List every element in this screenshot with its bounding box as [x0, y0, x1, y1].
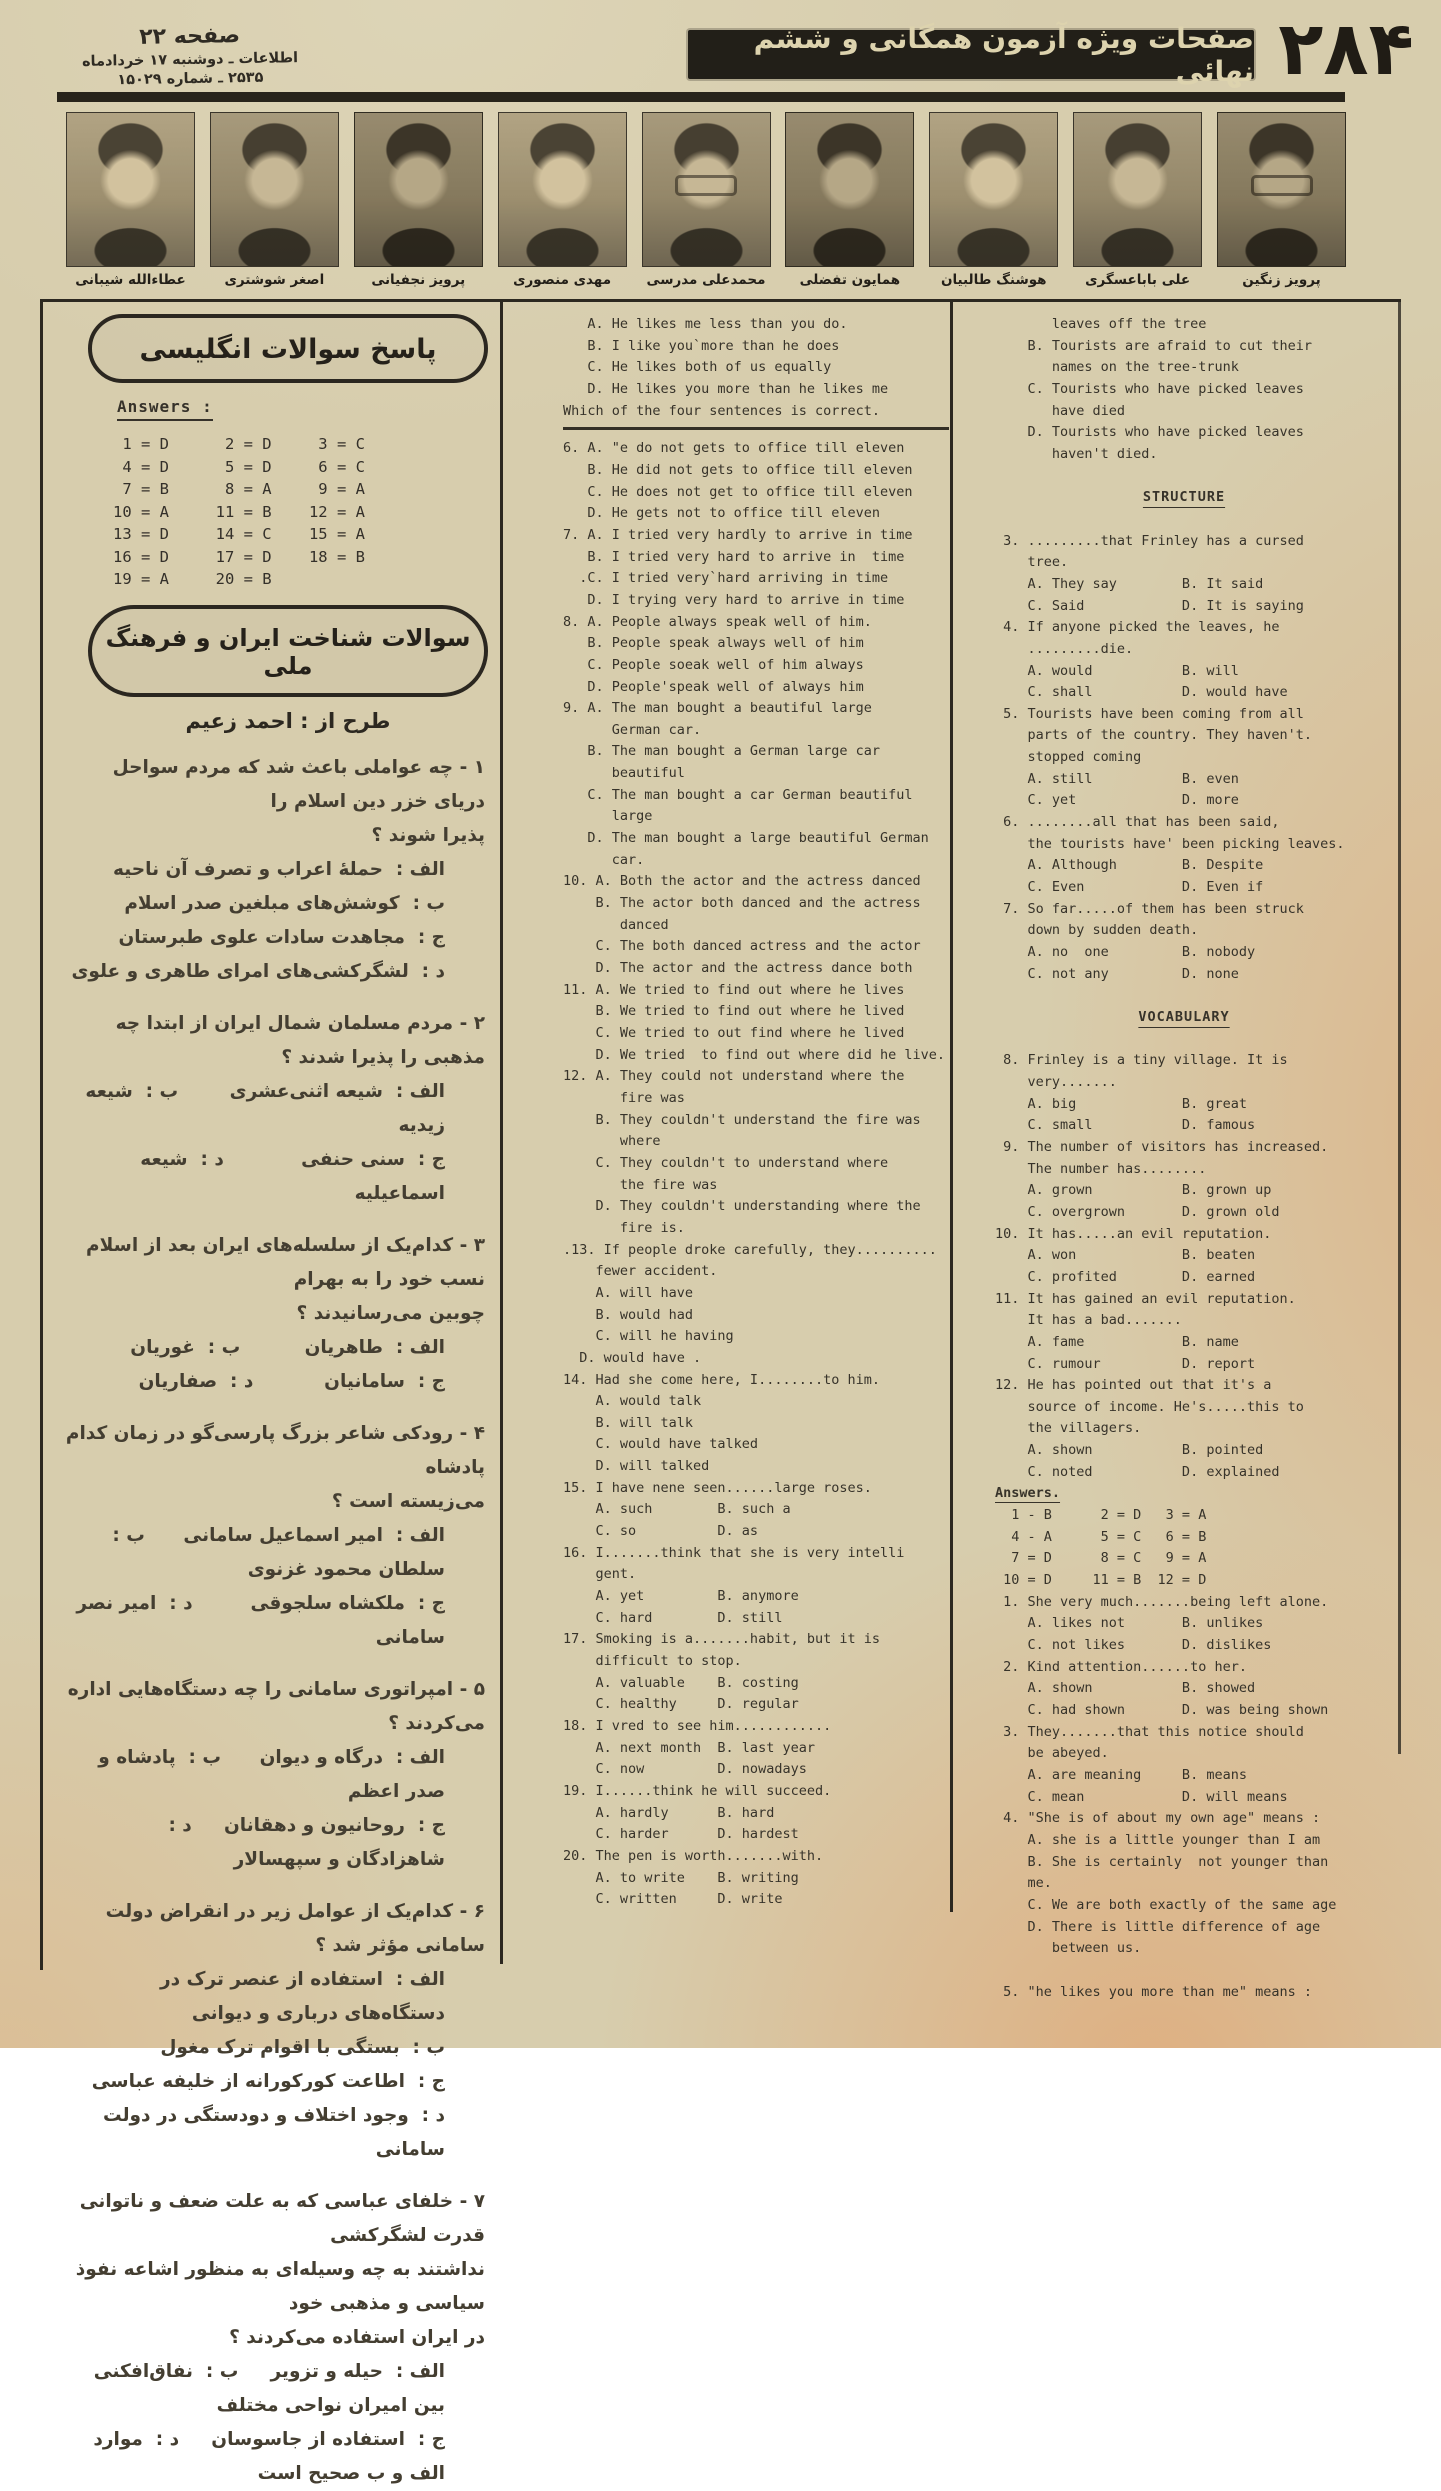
typewriter-line: me. [995, 1875, 1052, 1892]
typewriter-line: very....... [995, 1073, 1117, 1090]
handwritten-line: ب : بستگی با اقوام ترک مغول [160, 2036, 445, 2058]
portrait-photo [498, 112, 627, 267]
typewriter-line: 3. They.......that this notice should [995, 1723, 1304, 1740]
handwritten-line: ج : استفاده از جاسوسان د : موارد الف و ب صحیح است [86, 2428, 445, 2484]
typewriter-line: C. Said D. It is saying [995, 597, 1304, 614]
typewriter-line: 12. He has pointed out that it's a [995, 1377, 1272, 1394]
portrait-name: محمدعلی مدرسی [646, 272, 766, 288]
typewriter-line: 16. I.......think that she is very intelli [563, 1544, 905, 1561]
typewriter-line: 17. Smoking is a.......habit, but it is [563, 1631, 880, 1648]
typewriter-line: where [563, 1133, 661, 1150]
handwritten-line: د : لشگرکشی‌های امرای طاهری و علوی [71, 960, 445, 982]
typewriter-line: A. won B. beaten [995, 1247, 1256, 1264]
handwritten-line: الف : درگاه و دیوان ب : پادشاه و صدر اعظم [91, 1746, 445, 1802]
typewriter-line: names on the tree-trunk [995, 359, 1239, 376]
answers-column [55, 314, 495, 2491]
typewriter-line: 3. .........that Frinley has a cursed [995, 532, 1304, 549]
iran-culture-box-title: سوالات شناخت ایران و فرهنگ ملی [88, 605, 488, 697]
typewriter-line: C. not likes D. dislikes [995, 1637, 1272, 1654]
typewriter-line: B. I like you`more than he does [563, 337, 840, 354]
portrait-photo [210, 112, 339, 267]
handwritten-line: ج : روحانیون و دهقانان د : شاهزادگان و سپهسالار [155, 1814, 445, 1870]
typewriter-line: 7 = D 8 = C 9 = A [995, 1550, 1207, 1567]
portrait-item [354, 112, 483, 288]
typewriter-line: A. valuable B. costing [563, 1674, 799, 1691]
typewriter-line: C. Even D. Even if [995, 879, 1264, 896]
typewriter-line: 7. A. I tried very hardly to arrive in time [563, 526, 913, 543]
typewriter-line: D. People'speak well of always him [563, 678, 864, 695]
portrait-photo [785, 112, 914, 267]
typewriter-line: danced [563, 916, 669, 933]
typewriter-line: C. overgrown D. grown old [995, 1203, 1280, 1220]
typewriter-line: beautiful [563, 765, 685, 782]
typewriter-line: C. had shown D. was being shown [995, 1702, 1329, 1718]
typewriter-line: A. likes not B. unlikes [995, 1615, 1264, 1632]
typewriter-line: VOCABULARY [1138, 1009, 1230, 1025]
answer-key-row: 19 = A 20 = B [113, 570, 272, 588]
handwritten-line: ۶ - کدام‌یک از عوامل زیر در انقراض دولت سامانی مؤثر شد ؟ [99, 1900, 485, 1956]
typewriter-line: A. grown B. grown up [995, 1182, 1272, 1199]
typewriter-line: 10. It has.....an evil reputation. [995, 1225, 1272, 1242]
handwritten-line: می‌زیسته است ؟ [331, 1490, 485, 1512]
portrait-item [210, 112, 339, 288]
typewriter-line: C. Tourists who have picked leaves [995, 380, 1304, 397]
typewriter-line: A. are meaning B. means [995, 1766, 1247, 1783]
typewriter-line: haven't died. [995, 445, 1158, 462]
handwritten-line: ۵ - امپراتوری سامانی را چه دستگاه‌هایی اداره می‌کردند ؟ [61, 1678, 485, 1734]
masthead-page-label: صفحه ۲۲ [139, 23, 241, 50]
typewriter-line: D. He gets not to office till eleven [563, 505, 880, 522]
answer-key-row: 16 = D 17 = D 18 = B [113, 547, 365, 566]
typewriter-line: 12. A. They could not understand where the [563, 1068, 905, 1085]
typewriter-line: B. He did not gets to office till eleven [563, 461, 913, 478]
typewriter-line: 2. Kind attention......to her. [995, 1658, 1247, 1675]
typewriter-line: 14. Had she come here, I........to him. [563, 1371, 880, 1388]
portrait-name: همایون تفضلی [799, 272, 901, 288]
handwritten-line: الف : حملهٔ اعراب و تصرف آن ناحیه [113, 858, 445, 880]
typewriter-line: A. Although B. Despite [995, 857, 1264, 874]
portrait-name: هوشنگ طالبیان [940, 272, 1047, 288]
typewriter-line: C. hard D. still [563, 1609, 783, 1626]
handwritten-line: ج : سامانیان د : صفاریان [138, 1370, 445, 1392]
typewriter-line: A. next month B. last year [563, 1739, 815, 1756]
portrait-name: علی باباعسگری [1085, 272, 1191, 288]
typewriter-line: Answers. [995, 1485, 1061, 1502]
handwritten-line: ج : ملکشاه سلجوقی د : امیر نصر سامانی [69, 1592, 445, 1648]
portrait-photo [929, 112, 1058, 267]
portrait-item [1073, 112, 1202, 288]
typewriter-line: 9. A. The man bought a beautiful large [563, 700, 872, 717]
horizontal-rule [40, 299, 1401, 302]
typewriter-line: 6. ........all that has been said, [995, 814, 1280, 831]
typewriter-line: C. now D. nowadays [563, 1761, 807, 1778]
answer-key-row: 1 = D 2 = D 3 = C [113, 435, 365, 453]
typewriter-line: 20. The pen is worth.......with. [563, 1847, 824, 1864]
typewriter-line: A. They say B. It said [995, 575, 1264, 592]
typewriter-line: 15. I have nene seen......large roses. [563, 1479, 872, 1496]
column-divider-1 [500, 302, 503, 1964]
portrait-name: مهدی منصوری [513, 272, 612, 288]
typewriter-line: A. would B. will [995, 662, 1239, 679]
typewriter-line: D. They couldn't understanding where the [563, 1198, 921, 1215]
typewriter-line: stopped coming [995, 749, 1142, 766]
english-answer-key [113, 433, 495, 591]
typewriter-line: C. would have talked [563, 1436, 759, 1453]
section-banner: صفحات ویژه آزمون همگانی و ششم نهائی [688, 30, 1254, 79]
typewriter-line: D. will talked [563, 1458, 710, 1475]
answer-key-row: 10 = A 11 = B 12 = A [113, 502, 365, 521]
typewriter-line: 7. So far.....of them has been struck [995, 900, 1304, 917]
typewriter-line: 18. I vred to see him............ [563, 1718, 832, 1734]
handwritten-line: ۴ - رودکی شاعر بزرگ پارسی‌گو در زمان کدام پادشاه [59, 1422, 485, 1478]
handwritten-line: الف : طاهریان ب : غوریان [130, 1336, 445, 1358]
typewriter-line: 4. "She is of about my own age" means : [995, 1810, 1321, 1827]
masthead-date-line: اطلاعات ـ دوشنبه ۱۷ خردادماه [81, 50, 299, 70]
typewriter-line: C. healthy D. regular [563, 1696, 799, 1713]
typewriter-line: C. He does not get to office till eleven [563, 483, 913, 500]
byline: طرح از : احمد زعیم [185, 708, 391, 733]
typewriter-line: D. would have . [563, 1349, 702, 1366]
typewriter-line: D. He likes you more than he likes me [563, 380, 889, 397]
typewriter-line: A. yet B. anymore [563, 1588, 799, 1605]
typewriter-line: C. shall D. would have [995, 684, 1288, 701]
handwritten-line: الف : حیله و تزویر ب : نفاق‌افکنی بین امیران نواحی مختلف [87, 2360, 445, 2416]
typewriter-line: It has a bad....... [995, 1312, 1182, 1329]
typewriter-line: be abeyed. [995, 1745, 1109, 1762]
typewriter-line: B. The man bought a German large car [563, 743, 880, 760]
typewriter-line: 4 - A 5 = C 6 = B [995, 1528, 1207, 1545]
typewriter-line: C. written D. write [563, 1891, 783, 1908]
handwritten-line: ج : مجاهدت سادات علوی طبرستان [118, 926, 445, 948]
typewriter-line: B. We tried to find out where he lived [563, 1003, 905, 1020]
english-questions-column-right [995, 314, 1373, 2003]
typewriter-line: 10 = D 11 = B 12 = D [995, 1572, 1207, 1589]
typewriter-line: 10. A. Both the actor and the actress danced [563, 873, 921, 890]
typewriter-line: 8. A. People always speak well of him. [563, 613, 872, 630]
typewriter-line: C. so D. as [563, 1523, 759, 1540]
column-divider-2 [950, 302, 953, 1912]
typewriter-line: 11. A. We tried to find out where he lives [563, 981, 905, 998]
typewriter-line: D. The man bought a large beautiful German [563, 830, 929, 847]
typewriter-line: A. big B. great [995, 1095, 1247, 1112]
typewriter-line: D. The actor and the actress dance both [563, 960, 913, 977]
typewriter-line: 5. Tourists have been coming from all [995, 705, 1304, 722]
typewriter-line: B. would had [563, 1306, 694, 1323]
typewriter-line [995, 985, 1373, 1007]
typewriter-line: 11. It has gained an evil reputation. [995, 1290, 1296, 1307]
top-divider-bar [57, 92, 1345, 102]
typewriter-line: C. rumour D. report [995, 1355, 1256, 1372]
photo-strip [66, 112, 1346, 288]
typewriter-line: A. such B. such a [563, 1501, 791, 1518]
typewriter-line: STRUCTURE [1142, 489, 1226, 506]
typewriter-line: down by sudden death. [995, 922, 1199, 939]
handwritten-line: ب : کوشش‌های مبلغین صدر اسلام [124, 892, 445, 914]
typewriter-line: B. Tourists are afraid to cut their [995, 337, 1312, 354]
typewriter-line: C. will he having [563, 1328, 734, 1345]
masthead [37, 21, 342, 89]
handwritten-line: ج : سنی حنفی د : شیعه اسماعیلیه [133, 1148, 445, 1204]
typewriter-line: 1 - B 2 = D 3 = A [995, 1507, 1207, 1524]
typewriter-line: the fire was [563, 1176, 718, 1193]
typewriter-line [995, 466, 1373, 488]
typewriter-line: C. They couldn't to understand where [563, 1154, 889, 1171]
typewriter-line: C. We are both exactly of the same age [995, 1896, 1337, 1913]
typewriter-line: C. We tried to out find where he lived [563, 1025, 905, 1041]
portrait-item [66, 112, 195, 288]
handwritten-line: الف : امیر اسماعیل سامانی ب : سلطان محمود غزنوی [99, 1524, 445, 1580]
typewriter-line: fire was [563, 1089, 685, 1106]
typewriter-line: D. We tried to find out where did he live. [563, 1046, 946, 1063]
masthead-issue-line: ۲۵۳۵ ـ شماره ۱۵۰۲۹ [117, 69, 264, 89]
handwritten-line: ج : اطاعت کورکورانه از خلیفه عباسی [91, 2070, 445, 2092]
typewriter-line: fire is. [563, 1219, 685, 1236]
left-edge-rule [40, 302, 43, 1970]
typewriter-line [995, 1029, 1373, 1051]
typewriter-line: A. no one B. nobody [995, 944, 1256, 961]
typewriter-line: 5. "he likes you more than me" means : [995, 1983, 1312, 2000]
typewriter-line: C. People soeak well of him always [563, 656, 864, 673]
typewriter-line: 8. Frinley is a tiny village. It is [995, 1052, 1288, 1069]
handwritten-line: ۷ - خلفای عباسی که به علت ضعف و ناتوانی قدرت لشگرکشی [73, 2190, 485, 2246]
typewriter-line: C. mean D. will means [995, 1788, 1288, 1805]
portrait-photo [66, 112, 195, 267]
typewriter-line: the tourists have' been picking leaves. [995, 835, 1345, 852]
typewriter-line: C. small D. famous [995, 1117, 1256, 1134]
handwritten-line: د : وجود اختلاف و دودستگی در دولت سامانی [96, 2104, 445, 2160]
portrait-item [929, 112, 1058, 288]
portrait-name: اصغر شوشتری [224, 272, 325, 288]
portrait-photo [1217, 112, 1346, 267]
portrait-photo [642, 112, 771, 267]
typewriter-line: A. still B. even [995, 770, 1239, 787]
typewriter-line: German car. [563, 721, 702, 738]
handwritten-line: ۳ - کدام‌یک از سلسله‌های ایران بعد از اسلام نسب خود را به بهرام [79, 1234, 485, 1290]
typewriter-line: gent. [563, 1566, 637, 1583]
answer-key-row: 13 = D 14 = C 15 = A [113, 525, 365, 543]
typewriter-line: C. yet D. more [995, 792, 1239, 809]
handwritten-line: ۲ - مردم مسلمان شمال ایران از ابتدا چه مذهبی را پذیرا شدند ؟ [109, 1012, 485, 1068]
portrait-photo [354, 112, 483, 267]
typewriter-line: fewer accident. [563, 1263, 718, 1280]
typewriter-line: D. I trying very hard to arrive in time [563, 591, 905, 608]
typewriter-line: A. to write B. writing [563, 1869, 799, 1886]
typewriter-line: parts of the country. They haven't. [995, 727, 1312, 744]
handwritten-line: در ایران استفاده می‌کردند ؟ [229, 2326, 485, 2348]
typewriter-line: A. shown B. pointed [995, 1442, 1264, 1459]
typewriter-line: B. She is certainly not younger than [995, 1853, 1329, 1870]
typewriter-line: large [563, 808, 653, 825]
handwritten-line: الف : استفاده از عنصر ترک در دستگاه‌های درباری و دیوانی [153, 1968, 445, 2024]
english-answers-box-title: پاسخ سوالات انگلیسی [88, 314, 488, 383]
answer-key-row: 7 = B 8 = A 9 = A [113, 480, 365, 498]
portrait-name: پرویز زنگین [1242, 272, 1321, 288]
typewriter-line: B. will talk [563, 1414, 694, 1431]
typewriter-line: A. fame B. name [995, 1333, 1239, 1350]
portrait-item [785, 112, 914, 288]
typewriter-line: D. There is little difference of age [995, 1918, 1321, 1935]
portrait-item [1217, 112, 1346, 288]
portrait-item [642, 112, 771, 288]
typewriter-line: have died [995, 402, 1126, 419]
handwritten-line: الف : شیعه اثنی‌عشری ب : شیعه زیدیه [78, 1080, 445, 1136]
typewriter-line: C. He likes both of us equally [563, 359, 832, 376]
typewriter-line [995, 509, 1373, 531]
english-questions-column-middle [563, 314, 949, 1911]
typewriter-line: .C. I tried very`hard arriving in time [563, 570, 889, 587]
typewriter-line: D. Tourists who have picked leaves [995, 424, 1304, 441]
handwritten-line: پذیرا شوند ؟ [371, 824, 485, 846]
answer-key-row: 4 = D 5 = D 6 = C [113, 457, 365, 476]
portrait-photo [1073, 112, 1202, 267]
typewriter-line: 19. I......think he will succeed. [563, 1782, 832, 1799]
typewriter-line: B. The actor both danced and the actress [563, 895, 921, 912]
typewriter-line: 9. The number of visitors has increased. [995, 1138, 1329, 1155]
typewriter-line [995, 1960, 1373, 1982]
typewriter-line: 1. She very much.......being left alone. [995, 1593, 1329, 1610]
typewriter-line: C. noted D. explained [995, 1463, 1280, 1480]
typewriter-line: 6. A. "e do not gets to office till eleven [563, 440, 905, 457]
portrait-item [498, 112, 627, 288]
typewriter-line: B. People speak always well of him [563, 635, 864, 652]
typewriter-line: A. will have [563, 1284, 694, 1301]
answers-label: Answers : [117, 397, 213, 421]
persian-handwritten-questions [55, 751, 495, 2491]
typewriter-line: .........die. [995, 640, 1134, 657]
portrait-name: پرویز نجفیانی [371, 272, 466, 288]
handwritten-line: نداشتند به چه وسیله‌ای به منظور اشاعه نفوذ سیاسی و مذهبی خود [69, 2258, 485, 2314]
typewriter-line: C. not any D. none [995, 965, 1239, 982]
portrait-name: عطاءالله شیبانی [75, 272, 186, 288]
typewriter-line: difficult to stop. [563, 1653, 742, 1670]
typewriter-line: Which of the four sentences is correct. [563, 401, 949, 431]
typewriter-line: A. shown B. showed [995, 1680, 1256, 1697]
typewriter-line: C. profited D. earned [995, 1268, 1256, 1285]
typewriter-line: leaves off the tree [995, 316, 1207, 332]
handwritten-line: چوبین می‌رسانیدند ؟ [296, 1302, 485, 1324]
typewriter-line: C. The man bought a car German beautiful [563, 786, 913, 803]
typewriter-line: C. harder D. hardest [563, 1826, 799, 1843]
typewriter-line: car. [563, 851, 645, 868]
typewriter-line: .13. If people droke carefully, they.......... [563, 1241, 937, 1258]
typewriter-line: B. They couldn't understand the fire was [563, 1111, 921, 1128]
typewriter-line: A. would talk [563, 1393, 702, 1410]
typewriter-line: The number has........ [995, 1160, 1207, 1177]
handwritten-line: ۱ - چه عواملی باعث شد که مردم سواحل دریای خزر دین اسلام را [106, 756, 485, 812]
typewriter-line: source of income. He's.....this to [995, 1398, 1304, 1415]
typewriter-line: C. The both danced actress and the actor [563, 938, 921, 955]
typewriter-line: between us. [995, 1940, 1142, 1957]
page-number: ۲۸۴ [1278, 6, 1414, 92]
typewriter-line: tree. [995, 554, 1069, 571]
typewriter-line: 4. If anyone picked the leaves, he [995, 619, 1280, 636]
typewriter-line: A. hardly B. hard [563, 1804, 775, 1821]
typewriter-line: A. she is a little younger than I am [995, 1831, 1321, 1848]
typewriter-line: B. I tried very hard to arrive in time [563, 548, 905, 565]
page-edge-rule [1398, 302, 1401, 1754]
typewriter-line: the villagers. [995, 1420, 1142, 1437]
typewriter-line: A. He likes me less than you do. [563, 316, 848, 332]
